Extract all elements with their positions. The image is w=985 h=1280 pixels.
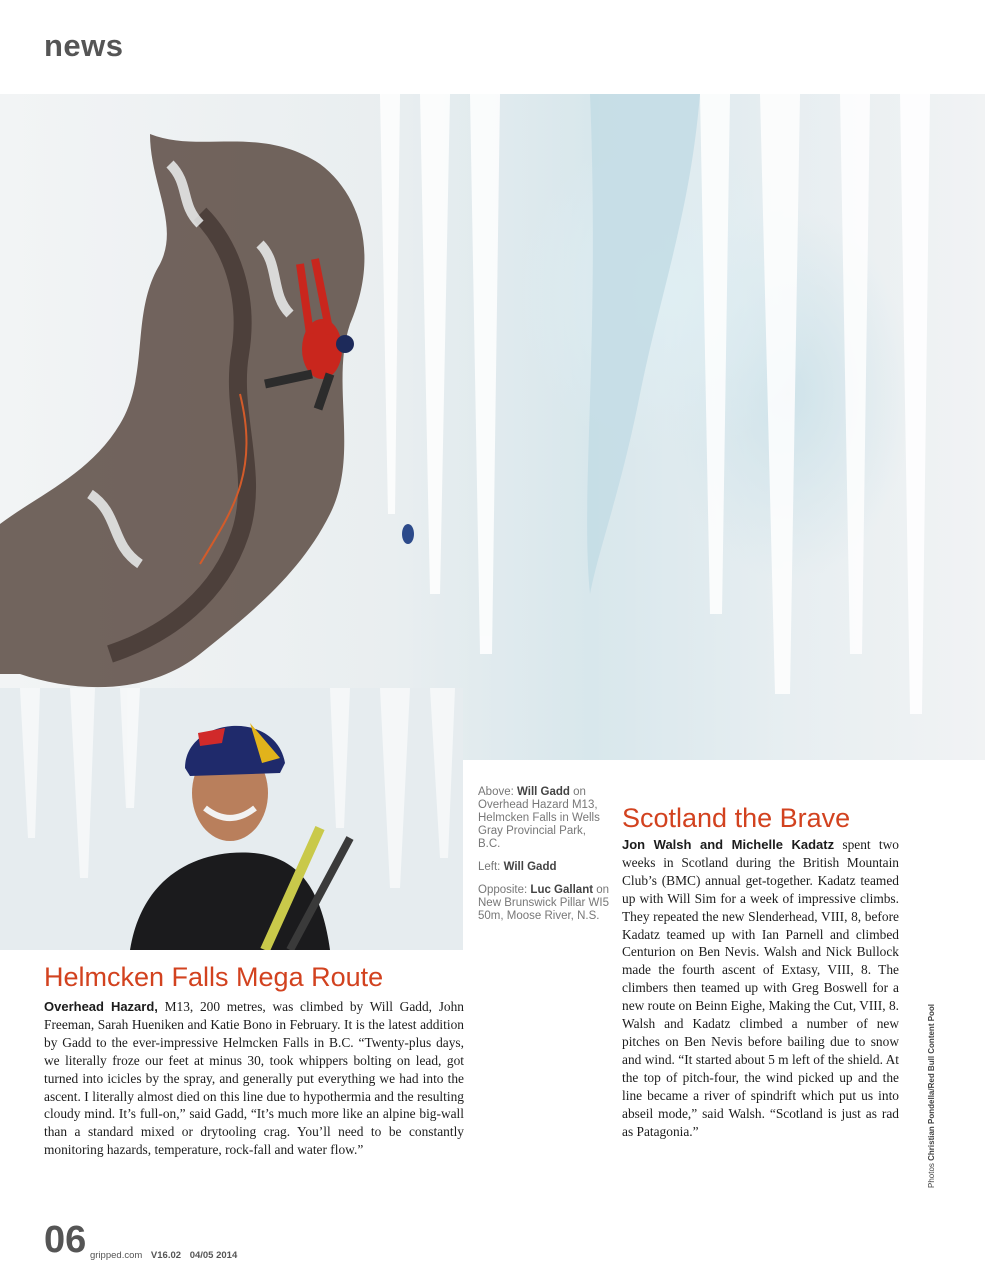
section-label: news <box>44 28 124 63</box>
headline-scotland: Scotland the Brave <box>622 803 851 833</box>
footer-date: 04/05 2014 <box>189 1250 238 1261</box>
footer-site: gripped.com <box>90 1250 143 1261</box>
caption-left: Left: Will Gadd <box>478 861 557 873</box>
caption-above: Above: Will Gadd on Overhead Hazard M13, Helmcken Falls in Wells Gray Provincial Park, B.C. <box>478 786 600 850</box>
caption-opposite: Opposite: Luc Gallant on New Brunswick Pillar WI5 50m, Moose River, N.S. <box>478 884 610 922</box>
page-number: 06 <box>44 1219 87 1261</box>
main-photo-ice-climber <box>0 94 985 760</box>
footer-meta <box>90 1250 243 1261</box>
article-body-helmcken: Overhead Hazard, M13, 200 metres, was climbed by Will Gadd, John Freeman, Sarah Hueniken and Katie Bono in February. It is the latest addition by Gadd to the ever-impressive Helmcken Falls in B.C. “Twenty-plus days, we literally froze our feet at minus 30, took whippers bolting on lead, got turned into icicles by the spray, and generally put everything we had into the ascent. I literally almost died on this line due to hypothermia and the resulting cloudy mind. It’s full-on,” said Gadd, “It’s much more like an alpine big-wall than a standard mixed or drytooling crag. You’ll need to be constantly monitoring hazards, temperature, rock-fall and water flow.” <box>44 999 465 1158</box>
photo-captions <box>478 786 610 933</box>
article-body-scotland: Jon Walsh and Michelle Kadatz spent two weeks in Scotland during the British Mountain Club’s (BMC) annual get-together. Kadatz teamed up with Will Sim for a week of impressive climbs. They repeated the new Slenderhead, VIII, 8, before Kadatz teamed up with Ian Parnell and climbed Centurion on Ben Nevis. Walsh and Nick Bullock made the fourth ascent of Extasy, VIII, 8. The climbers then teamed up with Greg Boswell for a new route on Beinn Eighe, Making the Cut, VIII, 8. Walsh and Kadatz climbed a number of new pitches on Ben Nevis before bailing due to snow and wind. “It started about 5 m left of the shield. At the top of pitch-four, the wind picked up and the line became a river of spindrift which put us into abseil mode,” said Walsh. “Scotland is just as rad as Patagonia.” <box>622 837 899 1139</box>
ice-wall-illustration <box>0 94 985 760</box>
portrait-photo-will-gadd <box>0 688 463 950</box>
portrait-illustration <box>0 688 463 950</box>
photo-credit: Photos Christian Pondella/Red Bull Content Pool <box>927 1003 936 1188</box>
headline-helmcken: Helmcken Falls Mega Route <box>44 962 384 992</box>
footer-volume: V16.02 <box>150 1250 182 1261</box>
